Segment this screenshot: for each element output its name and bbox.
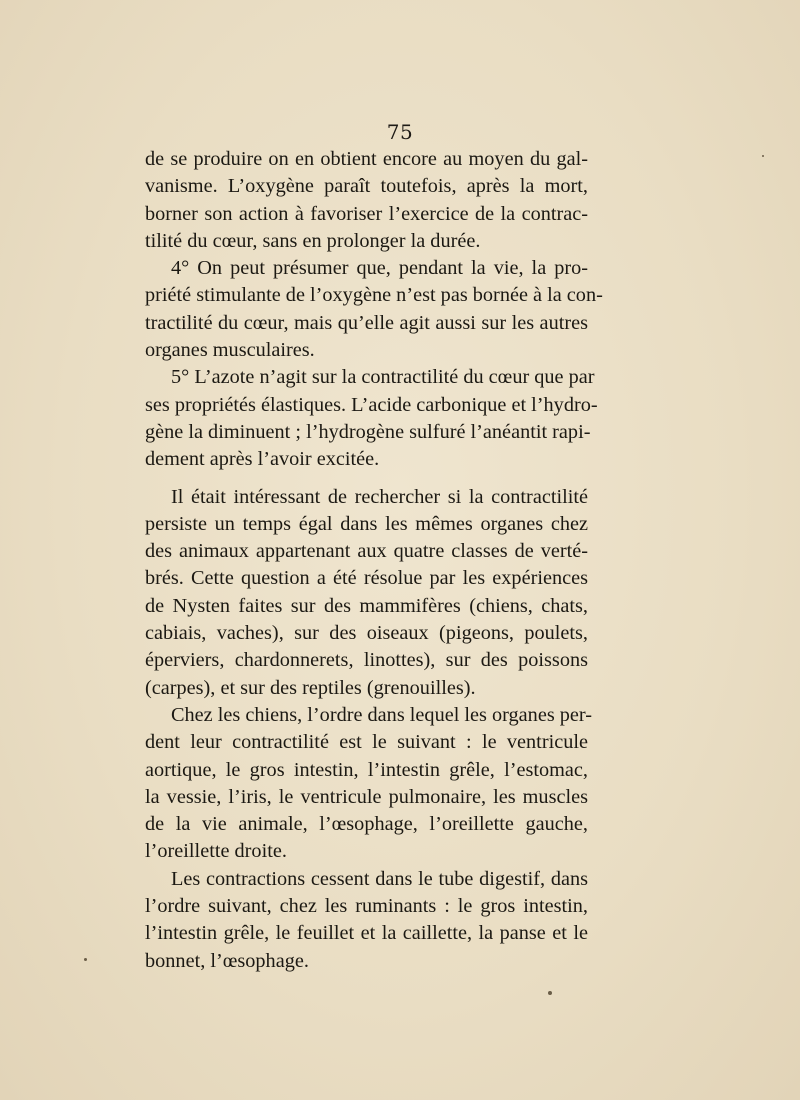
text-line: 4° On peut présumer que, pendant la vie, la pro-	[171, 257, 588, 280]
text-line: vanisme. L’oxygène paraît toutefois, après la mort,	[145, 175, 588, 198]
paragraph	[145, 484, 588, 702]
text-line: des animaux appartenant aux quatre classes de verté-	[145, 540, 588, 563]
text-line: bonnet, l’œsophage.	[145, 949, 309, 972]
paragraph	[145, 702, 593, 866]
text-line: borner son action à favoriser l’exercice de la contrac-	[145, 202, 588, 225]
text-line: éperviers, chardonnerets, linottes), sur des poissons	[145, 649, 588, 672]
text-line: l’intestin grêle, le feuillet et la caillette, la panse et le	[145, 922, 588, 945]
text-line: dent leur contractilité est le suivant : le ventricule	[145, 731, 588, 754]
text-line: l’oreillette droite.	[145, 840, 287, 863]
text-line: tractilité du cœur, mais qu’elle agit aussi sur les autres	[145, 311, 588, 334]
text-line: ses propriétés élastiques. L’acide carbonique et l’hydro-	[145, 393, 598, 416]
text-line: cabiais, vaches), sur des oiseaux (pigeons, poulets,	[145, 622, 588, 645]
text-line: de Nysten faites sur des mammifères (chiens, chats,	[145, 594, 588, 617]
paragraph	[145, 866, 588, 975]
text-line: de la vie animale, l’œsophage, l’oreillette gauche,	[145, 813, 588, 836]
text-line: aortique, le gros intestin, l’intestin grêle, l’estomac,	[145, 758, 588, 781]
paper-speck	[84, 958, 87, 961]
paragraph	[145, 364, 598, 473]
text-line: brés. Cette question a été résolue par les expériences	[145, 567, 588, 590]
page-number: 75	[386, 120, 414, 144]
text-line: gène la diminuent ; l’hydrogène sulfuré l’anéantit rapi-	[145, 420, 591, 443]
text-line: la vessie, l’iris, le ventricule pulmonaire, les muscles	[145, 785, 588, 808]
text-line: Il était intéressant de rechercher si la contractilité	[171, 485, 588, 508]
text-line: Les contractions cessent dans le tube digestif, dans	[171, 867, 588, 890]
paragraph	[145, 146, 588, 255]
text-line: 5° L’azote n’agit sur la contractilité du cœur que par	[171, 366, 595, 389]
text-line: organes musculaires.	[145, 339, 315, 362]
text-line: tilité du cœur, sans en prolonger la durée.	[145, 229, 481, 252]
paper-speck	[548, 991, 552, 995]
text-line: l’ordre suivant, chez les ruminants : le gros intestin,	[145, 895, 588, 918]
text-line: persiste un temps égal dans les mêmes organes chez	[145, 512, 588, 535]
text-line: Chez les chiens, l’ordre dans lequel les organes per-	[171, 703, 593, 726]
text-line: dement après l’avoir excitée.	[145, 448, 380, 471]
paper-speck	[762, 155, 764, 157]
body-text	[145, 146, 603, 975]
text-line: priété stimulante de l’oxygène n’est pas bornée à la con-	[145, 284, 603, 307]
paragraph	[145, 255, 603, 364]
text-line: (carpes), et sur des reptiles (grenouilles).	[145, 676, 476, 699]
text-line: de se produire on en obtient encore au moyen du gal-	[145, 148, 588, 170]
